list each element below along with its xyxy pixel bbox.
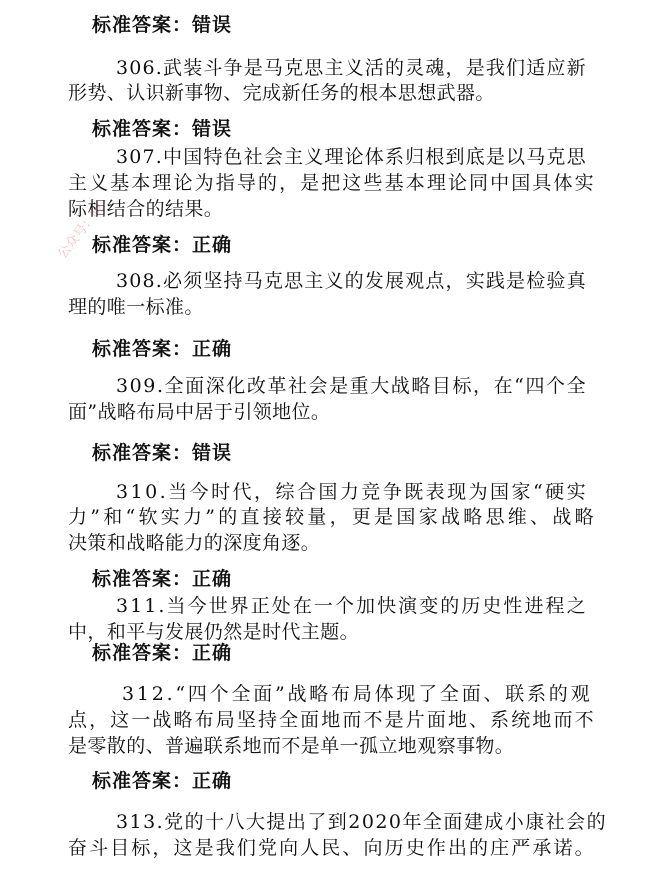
question-line-q313-l1: 313.党的十八大提出了到2020年全面建成小康社会的 <box>116 811 608 833</box>
question-line-q307-l1: 307.中国特色社会主义理论体系归根到底是以马克思 <box>116 146 587 168</box>
question-line-q309-l1: 309.全面深化改革社会是重大战略目标，在“四个全 <box>116 375 588 397</box>
question-line-q306-l2: 形势、认识新事物、完成新任务的根本思想武器。 <box>68 82 495 104</box>
question-line-q307-l3: 际相结合的结果。 <box>68 198 224 220</box>
question-line-q308-l1: 308.必须坚持马克思主义的发展观点，实践是检验真 <box>116 270 587 292</box>
question-line-q307-l2: 主义基本理论为指导的，是把这些基本理论同中国具体实 <box>68 172 596 194</box>
answer-label-ans-309: 标准答案：错误 <box>92 442 233 464</box>
question-line-q311-l2: 中，和平与发展仍然是时代主题。 <box>68 621 360 643</box>
answer-label-ans-306: 标准答案：错误 <box>92 118 233 140</box>
question-line-q310-l2: 力”和“软实力”的直接较量，更是国家战略思维、战略 <box>68 506 597 528</box>
answer-label-ans-308: 标准答案：正确 <box>92 338 233 360</box>
question-line-q308-l2: 理的唯一标准。 <box>68 296 204 318</box>
question-line-q312-l1: 312.“四个全面”战略布局体现了全面、联系的观 <box>122 683 593 705</box>
answer-label-ans-310: 标准答案：正确 <box>92 568 233 590</box>
question-line-q313-l2: 奋斗目标，这是我们党向人民、向历史作出的庄严承诺。 <box>68 837 596 859</box>
answer-label-ans-305: 标准答案：错误 <box>92 14 233 36</box>
answer-label-ans-312: 标准答案：正确 <box>92 770 233 792</box>
question-line-q312-l2: 点，这一战略布局坚持全面地而不是片面地、系统地而不 <box>68 709 596 731</box>
question-line-q310-l3: 决策和战略能力的深度角逐。 <box>68 532 321 554</box>
answer-label-ans-311: 标准答案：正确 <box>92 642 233 664</box>
question-line-q309-l2: 面”战略布局中居于引领地位。 <box>68 401 331 423</box>
question-line-q306-l1: 306.武装斗争是马克思主义活的灵魂，是我们适应新 <box>116 57 587 79</box>
question-line-q311-l1: 311.当今世界正处在一个加快演变的历史性进程之 <box>116 595 588 617</box>
question-line-q310-l1: 310.当今时代，综合国力竞争既表现为国家“硬实 <box>116 481 589 503</box>
watermark: 公众号：晓 <box>55 201 107 262</box>
question-line-q312-l3: 是零散的、普遍联系地而不是单一孤立地观察事物。 <box>68 735 515 757</box>
answer-label-ans-307: 标准答案：正确 <box>92 234 233 256</box>
